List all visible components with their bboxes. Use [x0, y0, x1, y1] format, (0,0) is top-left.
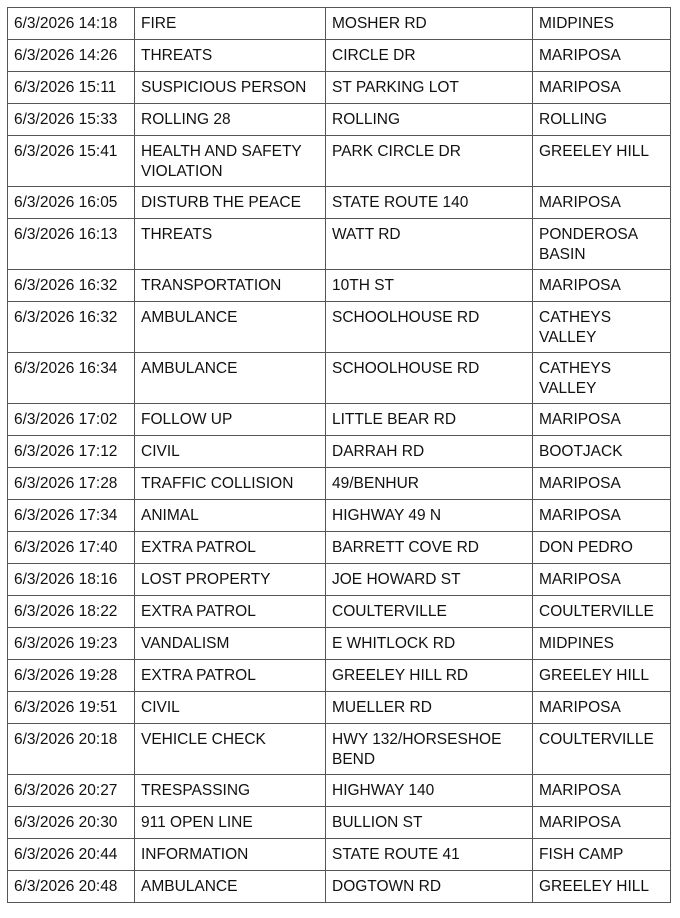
- call-type-cell: THREATS: [135, 219, 326, 270]
- datetime-cell: 6/3/2026 19:28: [8, 660, 135, 692]
- area-cell: BOOTJACK: [533, 436, 671, 468]
- area-cell: MARIPOSA: [533, 775, 671, 807]
- call-type-cell: SUSPICIOUS PERSON: [135, 72, 326, 104]
- datetime-cell: 6/3/2026 17:40: [8, 532, 135, 564]
- area-cell: GREELEY HILL: [533, 871, 671, 903]
- call-type-cell: EXTRA PATROL: [135, 596, 326, 628]
- area-cell: MIDPINES: [533, 8, 671, 40]
- area-cell: CATHEYS VALLEY: [533, 302, 671, 353]
- datetime-cell: 6/3/2026 19:23: [8, 628, 135, 660]
- area-cell: MARIPOSA: [533, 564, 671, 596]
- datetime-cell: 6/3/2026 17:12: [8, 436, 135, 468]
- call-type-cell: AMBULANCE: [135, 871, 326, 903]
- call-type-cell: ANIMAL: [135, 500, 326, 532]
- datetime-cell: 6/3/2026 15:33: [8, 104, 135, 136]
- call-type-cell: 911 OPEN LINE: [135, 807, 326, 839]
- area-cell: MARIPOSA: [533, 468, 671, 500]
- location-cell: HIGHWAY 140: [326, 775, 533, 807]
- call-log-body: [8, 8, 671, 903]
- location-cell: DARRAH RD: [326, 436, 533, 468]
- call-type-cell: TRAFFIC COLLISION: [135, 468, 326, 500]
- datetime-cell: 6/3/2026 15:41: [8, 136, 135, 187]
- location-cell: PARK CIRCLE DR: [326, 136, 533, 187]
- call-type-cell: EXTRA PATROL: [135, 660, 326, 692]
- location-cell: COULTERVILLE: [326, 596, 533, 628]
- table-row: [8, 775, 671, 807]
- location-cell: DOGTOWN RD: [326, 871, 533, 903]
- location-cell: ROLLING: [326, 104, 533, 136]
- location-cell: STATE ROUTE 140: [326, 187, 533, 219]
- call-type-cell: THREATS: [135, 40, 326, 72]
- call-type-cell: TRESPASSING: [135, 775, 326, 807]
- area-cell: COULTERVILLE: [533, 724, 671, 775]
- location-cell: E WHITLOCK RD: [326, 628, 533, 660]
- table-row: [8, 302, 671, 353]
- table-row: [8, 807, 671, 839]
- call-type-cell: CIVIL: [135, 436, 326, 468]
- call-type-cell: DISTURB THE PEACE: [135, 187, 326, 219]
- area-cell: MARIPOSA: [533, 72, 671, 104]
- area-cell: MARIPOSA: [533, 270, 671, 302]
- location-cell: JOE HOWARD ST: [326, 564, 533, 596]
- call-type-cell: VANDALISM: [135, 628, 326, 660]
- table-row: [8, 72, 671, 104]
- area-cell: MARIPOSA: [533, 404, 671, 436]
- call-type-cell: FIRE: [135, 8, 326, 40]
- table-row: [8, 270, 671, 302]
- call-type-cell: LOST PROPERTY: [135, 564, 326, 596]
- datetime-cell: 6/3/2026 17:34: [8, 500, 135, 532]
- area-cell: MARIPOSA: [533, 500, 671, 532]
- table-row: [8, 468, 671, 500]
- area-cell: PONDEROSA BASIN: [533, 219, 671, 270]
- datetime-cell: 6/3/2026 14:18: [8, 8, 135, 40]
- table-row: [8, 8, 671, 40]
- area-cell: COULTERVILLE: [533, 596, 671, 628]
- area-cell: GREELEY HILL: [533, 136, 671, 187]
- call-type-cell: HEALTH AND SAFETY VIOLATION: [135, 136, 326, 187]
- location-cell: BULLION ST: [326, 807, 533, 839]
- location-cell: 10TH ST: [326, 270, 533, 302]
- datetime-cell: 6/3/2026 16:13: [8, 219, 135, 270]
- table-row: [8, 40, 671, 72]
- location-cell: WATT RD: [326, 219, 533, 270]
- area-cell: MARIPOSA: [533, 40, 671, 72]
- location-cell: CIRCLE DR: [326, 40, 533, 72]
- datetime-cell: 6/3/2026 16:32: [8, 270, 135, 302]
- table-row: [8, 532, 671, 564]
- datetime-cell: 6/3/2026 17:28: [8, 468, 135, 500]
- area-cell: ROLLING: [533, 104, 671, 136]
- location-cell: SCHOOLHOUSE RD: [326, 353, 533, 404]
- table-row: [8, 436, 671, 468]
- location-cell: GREELEY HILL RD: [326, 660, 533, 692]
- table-row: [8, 404, 671, 436]
- datetime-cell: 6/3/2026 20:48: [8, 871, 135, 903]
- call-type-cell: VEHICLE CHECK: [135, 724, 326, 775]
- datetime-cell: 6/3/2026 15:11: [8, 72, 135, 104]
- datetime-cell: 6/3/2026 18:16: [8, 564, 135, 596]
- area-cell: DON PEDRO: [533, 532, 671, 564]
- call-type-cell: TRANSPORTATION: [135, 270, 326, 302]
- table-row: [8, 596, 671, 628]
- table-row: [8, 219, 671, 270]
- call-type-cell: INFORMATION: [135, 839, 326, 871]
- table-row: [8, 660, 671, 692]
- call-type-cell: ROLLING 28: [135, 104, 326, 136]
- area-cell: GREELEY HILL: [533, 660, 671, 692]
- area-cell: MARIPOSA: [533, 692, 671, 724]
- table-row: [8, 500, 671, 532]
- datetime-cell: 6/3/2026 16:05: [8, 187, 135, 219]
- location-cell: 49/BENHUR: [326, 468, 533, 500]
- location-cell: MUELLER RD: [326, 692, 533, 724]
- table-row: [8, 353, 671, 404]
- table-row: [8, 724, 671, 775]
- call-type-cell: FOLLOW UP: [135, 404, 326, 436]
- datetime-cell: 6/3/2026 16:32: [8, 302, 135, 353]
- datetime-cell: 6/3/2026 20:27: [8, 775, 135, 807]
- area-cell: FISH CAMP: [533, 839, 671, 871]
- location-cell: SCHOOLHOUSE RD: [326, 302, 533, 353]
- table-row: [8, 136, 671, 187]
- table-row: [8, 564, 671, 596]
- call-type-cell: CIVIL: [135, 692, 326, 724]
- datetime-cell: 6/3/2026 16:34: [8, 353, 135, 404]
- datetime-cell: 6/3/2026 19:51: [8, 692, 135, 724]
- call-log-table: [7, 7, 671, 903]
- call-type-cell: AMBULANCE: [135, 302, 326, 353]
- call-type-cell: AMBULANCE: [135, 353, 326, 404]
- table-row: [8, 628, 671, 660]
- table-row: [8, 839, 671, 871]
- datetime-cell: 6/3/2026 17:02: [8, 404, 135, 436]
- table-row: [8, 104, 671, 136]
- datetime-cell: 6/3/2026 14:26: [8, 40, 135, 72]
- datetime-cell: 6/3/2026 20:44: [8, 839, 135, 871]
- area-cell: MARIPOSA: [533, 187, 671, 219]
- call-type-cell: EXTRA PATROL: [135, 532, 326, 564]
- table-row: [8, 187, 671, 219]
- location-cell: BARRETT COVE RD: [326, 532, 533, 564]
- location-cell: ST PARKING LOT: [326, 72, 533, 104]
- table-row: [8, 871, 671, 903]
- location-cell: MOSHER RD: [326, 8, 533, 40]
- area-cell: MARIPOSA: [533, 807, 671, 839]
- area-cell: MIDPINES: [533, 628, 671, 660]
- datetime-cell: 6/3/2026 18:22: [8, 596, 135, 628]
- location-cell: HIGHWAY 49 N: [326, 500, 533, 532]
- location-cell: HWY 132/HORSESHOE BEND: [326, 724, 533, 775]
- location-cell: STATE ROUTE 41: [326, 839, 533, 871]
- datetime-cell: 6/3/2026 20:18: [8, 724, 135, 775]
- area-cell: CATHEYS VALLEY: [533, 353, 671, 404]
- table-row: [8, 692, 671, 724]
- datetime-cell: 6/3/2026 20:30: [8, 807, 135, 839]
- location-cell: LITTLE BEAR RD: [326, 404, 533, 436]
